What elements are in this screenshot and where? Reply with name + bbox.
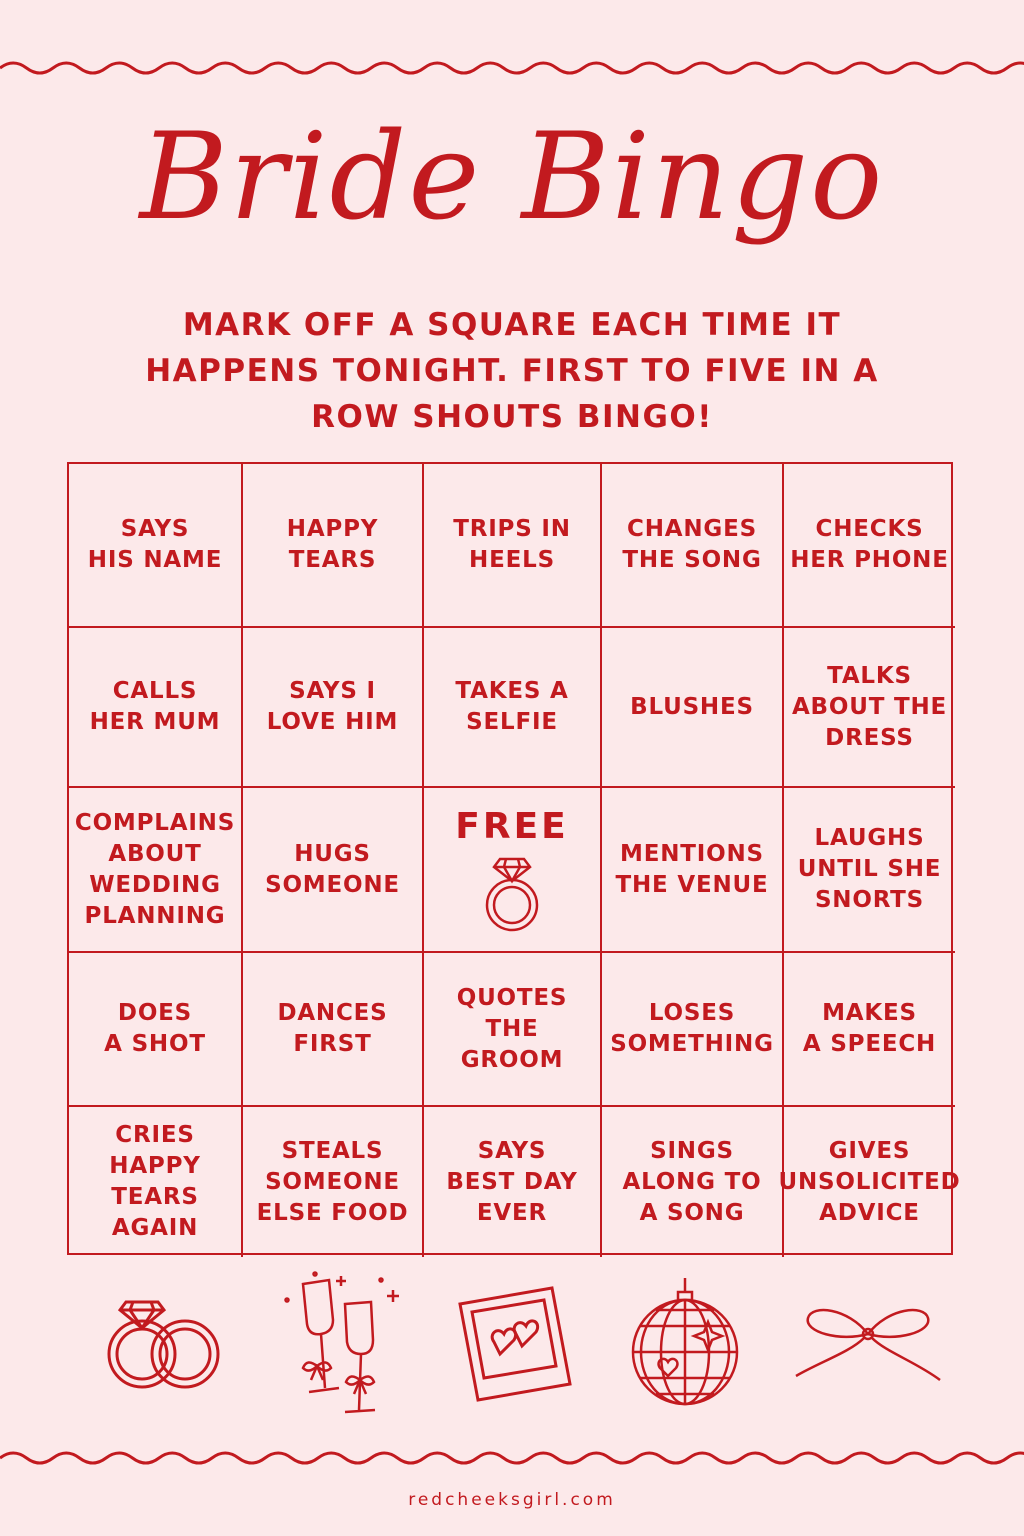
bingo-cell-text: WEDDING [89,871,221,898]
bingo-cell-text: LAUGHS [814,825,925,851]
bingo-cell[interactable] [424,628,602,788]
bingo-cell[interactable] [69,628,243,788]
bingo-cell-text: UNTIL SHE [797,856,942,882]
bingo-cell-text: ALONG TO [622,1168,762,1195]
bingo-cell-text: QUOTES [456,984,568,1011]
bingo-cell-text: A SHOT [104,1031,206,1057]
bingo-cell[interactable] [784,628,955,788]
bingo-cell-text: HUGS [294,840,371,867]
bingo-cell-text: DRESS [825,724,914,751]
bingo-cell[interactable] [424,1107,602,1257]
bingo-cell-text: TALKS [827,662,912,689]
bingo-cell-text: THE GROOM [460,1015,564,1073]
bingo-cell-text: AGAIN [111,1215,199,1241]
bingo-cell[interactable] [243,464,424,628]
bingo-cell-text: CALLS [112,678,198,704]
bingo-cell[interactable] [424,464,602,628]
bow-icon [790,1300,945,1390]
bingo-cell[interactable] [602,628,784,788]
bingo-cell[interactable] [69,788,243,953]
bingo-cell[interactable] [602,953,784,1107]
bingo-cell-text: HEELS [469,547,555,573]
instructions-text: MARK OFF A SQUARE EACH TIME IT HAPPENS TONIGHT. FIRST TO FIVE IN A ROW SHOUTS BINGO! [145,307,879,435]
bingo-cell-text: ELSE FOOD [256,1199,409,1226]
bingo-cell-text: COMPLAINS [74,809,236,836]
bingo-cell-text: ABOUT [108,840,202,867]
bingo-cell-text: TAKES A [455,678,569,704]
bingo-cell-text: CHECKS [815,516,924,542]
bingo-cell[interactable] [602,788,784,953]
bingo-cell-text: ABOUT THE [791,693,948,720]
bingo-cell[interactable] [784,953,955,1107]
polaroid-hearts-icon [456,1284,581,1409]
bingo-cell[interactable] [602,1107,784,1257]
bingo-cell-text: HAPPY TEARS [109,1153,201,1210]
bingo-cell[interactable] [602,464,784,628]
diamond-ring-icon [482,853,542,933]
bingo-cell-text: FIRST [293,1031,372,1057]
bingo-cell-text: HER MUM [89,709,221,735]
bingo-cell[interactable] [69,1107,243,1257]
bingo-cell[interactable] [243,1107,424,1257]
bingo-cell-text: DANCES [277,1000,388,1026]
bingo-cell-text: MENTIONS [620,840,764,867]
footer-website: redcheeksgirl.com [408,1490,616,1510]
bingo-cell[interactable] [424,953,602,1107]
wedding-rings-icon [100,1294,225,1389]
bingo-cell-text: EVER [476,1199,548,1226]
bingo-cell-text: SNORTS [814,887,925,913]
bingo-cell-text: LOSES [648,1000,736,1026]
bingo-cell-text: TRIPS IN [453,516,571,542]
bingo-cell[interactable] [69,953,243,1107]
bingo-cell-text: A SPEECH [802,1031,937,1057]
bingo-cell-text: HER PHONE [790,547,949,573]
bingo-cell-text: LOVE HIM [266,709,399,735]
bingo-cell-free[interactable] [424,788,602,953]
bingo-cell-text: A SONG [639,1199,745,1226]
bingo-cell-text: THE SONG [622,547,762,573]
bingo-cell-text: SOMETHING [610,1031,774,1057]
bingo-cell[interactable] [784,788,955,953]
bingo-cell[interactable] [243,628,424,788]
bingo-cell-text: BEST DAY [446,1168,578,1195]
bingo-cell-text: GIVES [828,1137,911,1164]
bingo-cell[interactable] [243,953,424,1107]
bingo-cell-text: SOMEONE [265,871,400,898]
bingo-grid [67,462,961,1255]
top-wave-divider [0,48,1024,88]
disco-ball-icon [628,1276,743,1411]
bingo-cell-text: SAYS I [289,678,376,704]
free-label: FREE [455,805,569,847]
bingo-cell[interactable] [778,1107,961,1257]
bingo-cell-text: BLUSHES [630,693,754,720]
bingo-cell-text: DOES [117,1000,193,1026]
bingo-cell-text: CHANGES [627,516,757,542]
bingo-cell[interactable] [784,464,955,628]
champagne-glasses-icon [275,1270,410,1420]
bingo-cell-text: HIS NAME [87,547,223,573]
bingo-cell-text: SAYS [477,1137,547,1164]
bingo-cell[interactable] [69,464,243,628]
bingo-cell-text: STEALS [281,1137,384,1164]
bingo-cell-text: HAPPY [286,516,379,542]
bingo-cell-text: TEARS [288,547,377,573]
bingo-cell-text: CRIES [115,1122,195,1148]
bottom-wave-divider [0,1438,1024,1478]
decor-icons-row [0,1270,1024,1430]
bingo-cell-text: SAYS [120,516,190,542]
bingo-cell-text: MAKES [822,1000,917,1026]
bingo-cell-text: THE VENUE [615,871,769,898]
bingo-cell-text: UNSOLICITED [778,1168,961,1195]
bingo-cell-text: SOMEONE [265,1168,400,1195]
bingo-cell-text: ADVICE [819,1199,920,1226]
bingo-cell-text: PLANNING [84,902,226,929]
bingo-cell[interactable] [243,788,424,953]
bingo-cell-text: SELFIE [466,709,558,735]
page-title: Bride Bingo [139,108,885,247]
bingo-cell-text: SINGS [650,1137,734,1164]
